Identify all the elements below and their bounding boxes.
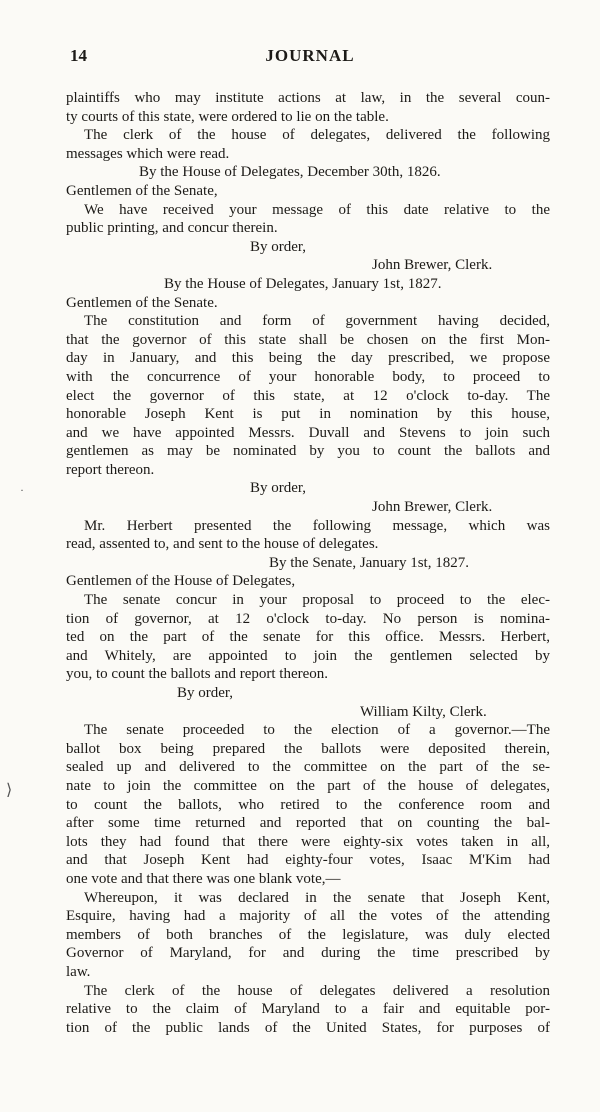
text-line: ty courts of this state, were ordered to lie on the table. bbox=[66, 108, 389, 125]
salutation: Gentlemen of the House of Delegates, bbox=[66, 573, 296, 590]
text-line: read, assented to, and sent to the house of delegates. bbox=[66, 536, 379, 553]
text-line: Governor of Maryland, for and during the time prescribed by bbox=[66, 945, 550, 962]
text-line: you, to count the ballots and report thereon. bbox=[66, 666, 329, 683]
text-line: law. bbox=[66, 963, 91, 980]
text-line: The senate concur in your proposal to proceed to the elec- bbox=[84, 592, 550, 609]
text-line: report thereon. bbox=[66, 461, 155, 478]
text-line: Esquire, having had a majority of all the votes of the attending bbox=[66, 908, 550, 925]
clerk-signature: John Brewer, Clerk. bbox=[372, 499, 493, 516]
message-dateline: By the Senate, January 1st, 1827. bbox=[269, 554, 469, 571]
text-line: The clerk of the house of delegates, delivered the following bbox=[84, 127, 550, 144]
journal-text bbox=[66, 89, 550, 1037]
text-line: ted on the part of the senate for this office. Messrs. Herbert, bbox=[66, 629, 550, 646]
text-line: The constitution and form of government having decided, bbox=[84, 313, 550, 330]
running-title: JOURNAL bbox=[265, 46, 355, 65]
salutation: Gentlemen of the Senate, bbox=[66, 182, 218, 199]
text-line: The senate proceeded to the election of a governor.—The bbox=[84, 722, 550, 739]
text-line: sealed up and delivered to the committee on the part of the se- bbox=[66, 759, 550, 776]
message-dateline: By the House of Delegates, December 30th, 1826. bbox=[139, 164, 441, 181]
text-line: The clerk of the house of delegates delivered a resolution bbox=[84, 982, 550, 999]
text-line: to count the ballots, who retired to the conference room and bbox=[66, 796, 550, 813]
text-line: ballot box being prepared the ballots were deposited therein, bbox=[66, 740, 550, 757]
text-line: messages which were read. bbox=[66, 145, 230, 162]
by-order: By order, bbox=[250, 238, 307, 255]
text-line: with the concurrence of your honorable body, to proceed to bbox=[66, 368, 550, 385]
salutation: Gentlemen of the Senate. bbox=[66, 294, 218, 311]
clerk-signature: William Kilty, Clerk. bbox=[360, 703, 487, 720]
text-line: after some time returned and reported that on counting the bal- bbox=[66, 815, 550, 832]
by-order: By order, bbox=[250, 480, 307, 497]
text-line: gentlemen as may be nominated by you to count the ballots and bbox=[66, 443, 550, 460]
text-line: tion of the public lands of the United States, for purposes of bbox=[66, 1019, 550, 1036]
text-line: honorable Joseph Kent is put in nomination by this house, bbox=[66, 406, 550, 423]
text-line: one vote and that there was one blank vote,— bbox=[66, 870, 341, 887]
text-line: lots they had found that there were eighty-six votes taken in all, bbox=[66, 833, 550, 850]
text-line: relative to the claim of Maryland to a fair and equitable por- bbox=[66, 1001, 550, 1018]
by-order: By order, bbox=[177, 685, 234, 701]
text-line: that the governor of this state shall be chosen on the first Mon- bbox=[66, 331, 550, 348]
text-line: and we have appointed Messrs. Duvall and Stevens to join such bbox=[66, 424, 550, 441]
text-line: and that Joseph Kent had eighty-four votes, Isaac M'Kim had bbox=[66, 852, 550, 869]
margin-dot-mark: · bbox=[20, 483, 24, 497]
text-line: plaintiffs who may institute actions at law, in the several coun- bbox=[66, 90, 550, 106]
text-line: Mr. Herbert presented the following message, which was bbox=[84, 517, 550, 534]
text-line: We have received your message of this date relative to the bbox=[84, 201, 550, 218]
message-dateline: By the House of Delegates, January 1st, 1827. bbox=[164, 275, 442, 292]
clerk-signature: John Brewer, Clerk. bbox=[372, 257, 493, 274]
text-line: nate to join the committee on the part of the house of delegates, bbox=[66, 777, 550, 794]
text-line: and Whitely, are appointed to join the gentlemen selected by bbox=[66, 647, 550, 664]
text-line: public printing, and concur therein. bbox=[66, 220, 278, 237]
text-line: elect the governor of this state, at 12 o'clock to-day. The bbox=[66, 387, 550, 404]
text-line: day in January, and this being the day prescribed, we propose bbox=[66, 350, 550, 367]
text-line: tion of governor, at 12 o'clock to-day. No person is nomina- bbox=[66, 610, 550, 627]
page-header bbox=[70, 46, 550, 68]
text-line: members of both branches of the legislature, was duly elected bbox=[66, 926, 550, 943]
page-number: 14 bbox=[70, 46, 87, 65]
text-line: Whereupon, it was declared in the senate that Joseph Kent, bbox=[84, 889, 550, 906]
margin-bracket-mark: ⟩ bbox=[6, 782, 13, 799]
